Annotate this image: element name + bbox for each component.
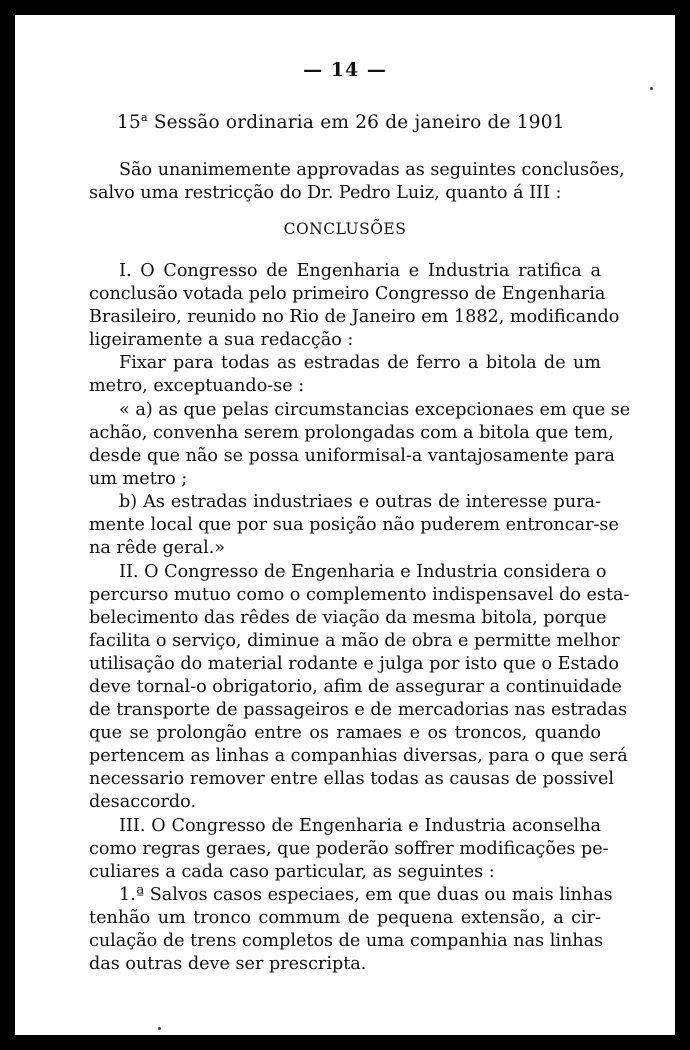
body-line: 1.ª Salvos casos especiaes, em que duas ou mais linhas [119, 885, 613, 905]
body-line: pertencem as linhas a companhias diversas, para o que será [89, 746, 628, 766]
body-line: na rêde geral.» [89, 538, 226, 558]
body-line: mente local que por sua posição não puderem entroncar-se [89, 515, 619, 535]
body-line: facilita o serviço, diminue a mão de obra e permitte melhor [89, 631, 620, 651]
body-line: III. O Congresso de Engenharia e Industria aconselha [119, 816, 601, 836]
body-line: das outras deve ser prescripta. [89, 954, 367, 974]
body-line: « a) as que pelas circumstancias excepcionaes em que se [119, 400, 631, 420]
body-line: de transporte de passageiros e de mercadorias nas estradas [89, 700, 628, 720]
session-title: Sessão ordinaria em 26 de janeiro de 1901 [153, 112, 565, 134]
body-line: necessario remover entre ellas todas as causas de possivel [89, 769, 614, 789]
body-line: desaccordo. [89, 792, 197, 812]
body-line: deve tornal-o obrigatorio, afim de assegurar a continuidade [89, 677, 622, 697]
body-line: que se prolongão entre os ramaes e os troncos, quando [89, 723, 601, 743]
body-line: conclusão votada pelo primeiro Congresso de Engenharia [89, 284, 606, 304]
session-number: 15 [117, 112, 141, 134]
intro-line: São unanimemente approvadas as seguintes conclusões, [119, 160, 625, 180]
body-line: um metro ; [89, 469, 188, 489]
body-line: culação de trens completos de uma companhia nas linhas [89, 931, 604, 951]
scan-speck [158, 1027, 161, 1030]
body-line: percurso mutuo como o complemento indispensavel do esta- [89, 585, 630, 605]
body-line: I. O Congresso de Engenharia e Industria ratifica a [119, 261, 601, 281]
body-line: ligeiramente a sua redacção : [89, 330, 354, 350]
body-line: II. O Congresso de Engenharia e Industria considera o [119, 562, 607, 582]
scan-speck [650, 87, 653, 90]
body-line: b) As estradas industriaes e outras de interesse pura- [119, 492, 601, 512]
session-ordinal: a [140, 111, 148, 124]
body-line: Fixar para todas as estradas de ferro a bitola de um [119, 353, 601, 373]
body-line: metro, exceptuando-se : [89, 376, 305, 396]
body-line: tenhão um tronco commum de pequena extensão, a cir- [89, 908, 601, 928]
section-title: CONCLUSÕES [283, 220, 407, 238]
body-line: Brasileiro, reunido no Rio de Janeiro em 1882, modificando [89, 307, 620, 327]
body-line: utilisação do material rodante e julga por isto que o Estado [89, 654, 619, 674]
body-line: culiares a cada caso particular, as seguintes : [89, 862, 495, 882]
document-page [15, 15, 675, 1035]
body-line: achão, convenha serem prolongadas com a bitola que tem, [89, 423, 614, 443]
session-heading [117, 111, 565, 133]
body-line: desde que não se possa uniformisal-a vantajosamente para [89, 446, 615, 466]
page-number: — 14 — [303, 59, 387, 81]
body-line: como regras geraes, que poderão soffrer modificações pe- [89, 839, 609, 859]
body-line: belecimento das rêdes de viação da mesma bitola, porque [89, 608, 607, 628]
intro-line: salvo uma restricção do Dr. Pedro Luiz, quanto á III : [89, 183, 562, 203]
